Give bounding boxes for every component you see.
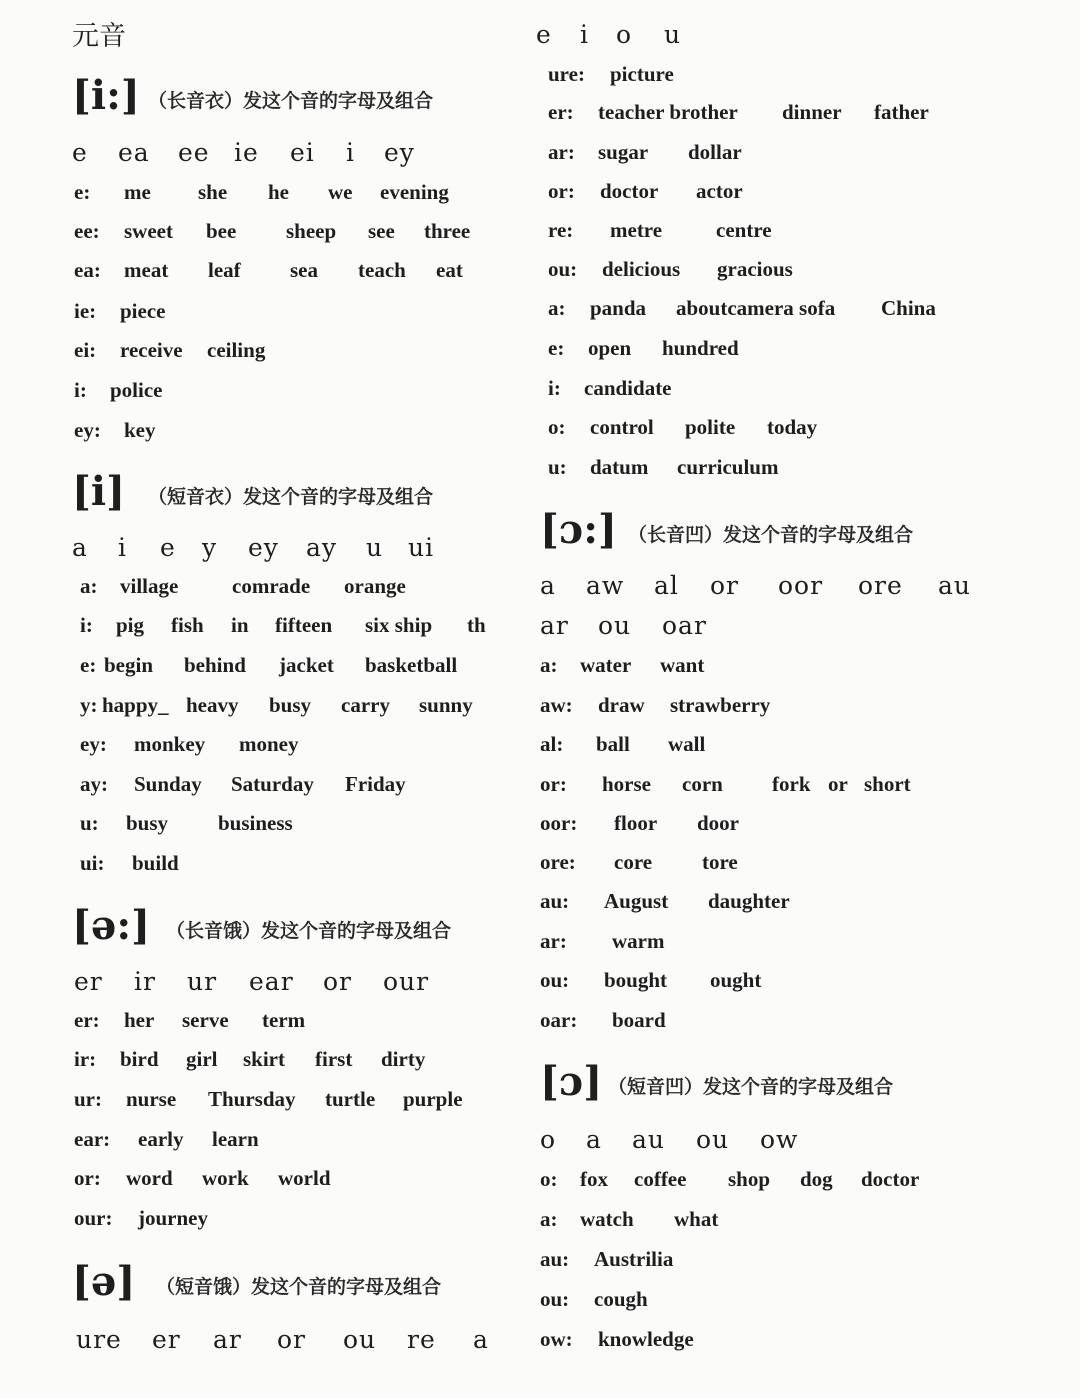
example-word: word (126, 1166, 173, 1190)
example-word: th (467, 613, 486, 637)
example-word: gracious (717, 257, 793, 281)
example-row (80, 653, 457, 678)
example-row (74, 1047, 425, 1072)
example-word: skirt (243, 1047, 285, 1071)
example-row (548, 140, 742, 165)
letter-item: ui (408, 533, 435, 562)
letter-item: e (536, 20, 552, 49)
example-word: Austrilia (594, 1247, 674, 1271)
example-word: behind (184, 653, 246, 677)
example-word: business (218, 811, 293, 835)
example-row (548, 62, 674, 87)
letter-item: ar (213, 1325, 242, 1354)
example-row (74, 219, 470, 244)
letter-item: u (664, 20, 682, 49)
combination-key: au: (540, 1247, 570, 1271)
example-row (74, 418, 156, 443)
example-word: comrade (232, 574, 311, 598)
example-word: panda (590, 296, 647, 320)
example-word: water (580, 653, 632, 677)
combination-key: ar: (548, 140, 575, 164)
letter-item: our (383, 967, 430, 996)
example-word: build (132, 851, 179, 875)
example-word: candidate (584, 376, 672, 400)
example-word: she (198, 180, 228, 204)
example-row (74, 1166, 331, 1191)
example-row (74, 180, 449, 205)
letter-item: oar (662, 611, 707, 640)
example-word: early (138, 1127, 184, 1151)
example-word: metre (610, 218, 663, 242)
letter-item: ur (187, 967, 218, 996)
letter-item: a (586, 1125, 602, 1154)
combination-key: i: (80, 613, 93, 637)
example-word: nurse (126, 1087, 177, 1111)
ipa-symbol: [ə:] (72, 902, 151, 949)
example-word: receive (120, 338, 183, 362)
letter-item: a (473, 1325, 489, 1354)
combination-key: a: (540, 1207, 558, 1231)
example-word: pig (116, 613, 145, 637)
example-word: short (864, 772, 911, 796)
example-row (540, 1008, 666, 1033)
example-word: key (124, 418, 156, 442)
example-row (74, 258, 463, 283)
combination-key: ore: (540, 850, 576, 874)
example-word: jacket (279, 653, 334, 677)
example-word: fork (772, 772, 811, 796)
example-row (74, 1127, 259, 1152)
letter-item: ay (306, 533, 338, 562)
example-word: me (124, 180, 151, 204)
example-word: dollar (688, 140, 742, 164)
example-word: centre (716, 218, 772, 242)
example-row (540, 1167, 919, 1192)
example-row (80, 772, 406, 797)
combination-key: ie: (74, 299, 97, 323)
example-word: learn (212, 1127, 259, 1151)
example-row (540, 968, 761, 993)
letter-item: ir (134, 967, 156, 996)
letter-combinations (540, 611, 707, 640)
example-row (74, 1008, 305, 1033)
combination-key: y: (80, 693, 98, 717)
letter-item: ee (178, 138, 210, 167)
example-word: tore (702, 850, 738, 874)
example-word: begin (104, 653, 154, 677)
ipa-symbol: [i] (72, 468, 126, 515)
letter-combinations (540, 1125, 798, 1154)
example-word: see (368, 219, 395, 243)
example-word: Friday (345, 772, 406, 796)
letter-item: or (710, 571, 740, 600)
combination-key: u: (80, 811, 99, 835)
example-row (74, 1087, 463, 1112)
example-row (540, 1207, 718, 1232)
letter-combinations (540, 571, 971, 600)
letter-item: ar (540, 611, 569, 640)
combination-key: ui: (80, 851, 105, 875)
example-word: teacher brother (598, 100, 738, 124)
section-caption: （长音衣）发这个音的字母及组合 (148, 90, 434, 112)
example-word: doctor (600, 179, 659, 203)
example-word: basketball (365, 653, 458, 677)
example-word: ought (710, 968, 762, 992)
example-row (80, 811, 293, 836)
example-word: floor (614, 811, 658, 835)
example-row (74, 338, 265, 363)
letter-item: o (540, 1125, 557, 1154)
combination-key: ou: (540, 968, 570, 992)
example-word: curriculum (677, 455, 779, 479)
combination-key: a: (540, 653, 558, 677)
letter-combinations (76, 1325, 489, 1354)
section-caption: （短音凹）发这个音的字母及组合 (608, 1076, 894, 1098)
letter-item: y (202, 533, 218, 562)
example-word: coffee (634, 1167, 687, 1191)
section-caption: （长音凹）发这个音的字母及组合 (628, 524, 914, 546)
letter-item: ow (760, 1125, 799, 1154)
example-word: first (315, 1047, 353, 1071)
example-word: Sunday (134, 772, 202, 796)
combination-key: ou: (540, 1287, 570, 1311)
combination-key: ar: (540, 929, 567, 953)
letter-item: au (632, 1125, 666, 1154)
example-word: world (278, 1166, 331, 1190)
example-word: sheep (286, 219, 337, 243)
ipa-symbol: [ɔ:] (540, 506, 617, 553)
example-word: want (660, 653, 705, 677)
combination-key: a: (80, 574, 98, 598)
example-row (548, 455, 778, 480)
letter-item: e (160, 533, 176, 562)
example-word: he (268, 180, 289, 204)
example-word: control (590, 415, 654, 439)
example-word: polite (685, 415, 736, 439)
example-word: picture (610, 62, 674, 86)
combination-key: oar: (540, 1008, 578, 1032)
combination-key: or: (540, 772, 567, 796)
combination-key: al: (540, 732, 564, 756)
example-word: what (674, 1207, 719, 1231)
example-row (540, 732, 705, 757)
combination-key: or: (548, 179, 575, 203)
combination-key: ur: (74, 1087, 102, 1111)
combination-key: ee: (74, 219, 100, 243)
example-word: hundred (662, 336, 739, 360)
example-word: bought (604, 968, 668, 992)
example-row (540, 772, 911, 797)
combination-key: e: (80, 653, 97, 677)
letter-item: ey (248, 533, 279, 562)
combination-key: ea: (74, 258, 101, 282)
example-word: father (874, 100, 929, 124)
example-word: police (110, 378, 163, 402)
letter-combinations (72, 533, 434, 562)
example-word: watch (580, 1207, 634, 1231)
example-word: busy (126, 811, 169, 835)
example-word: board (612, 1008, 666, 1032)
example-row (74, 299, 165, 324)
example-word: shop (728, 1167, 771, 1191)
letter-item: al (654, 571, 679, 600)
example-word: ball (596, 732, 630, 756)
combination-key: our: (74, 1206, 113, 1230)
example-row (548, 415, 817, 440)
combination-key: ure: (548, 62, 585, 86)
example-word: door (697, 811, 739, 835)
example-word: money (239, 732, 299, 756)
example-row (540, 811, 739, 836)
example-word: evening (380, 180, 449, 204)
example-word: leaf (208, 258, 241, 282)
example-word: piece (120, 299, 166, 323)
example-word: fish (171, 613, 204, 637)
letter-item: oor (778, 571, 824, 600)
combination-key: o: (540, 1167, 558, 1191)
letter-item: a (540, 571, 556, 600)
letter-combinations (74, 967, 429, 996)
example-word: we (328, 180, 353, 204)
example-word: core (614, 850, 653, 874)
example-word: dinner (782, 100, 842, 124)
combination-key: i: (548, 376, 561, 400)
combination-key: ei: (74, 338, 97, 362)
example-word: purple (403, 1087, 463, 1111)
combination-key: e: (74, 180, 91, 204)
letter-item: or (323, 967, 353, 996)
example-word: fox (580, 1167, 608, 1191)
ipa-symbol: [i:] (72, 72, 140, 119)
combination-key: ey: (74, 418, 101, 442)
example-word: today (767, 415, 818, 439)
combination-key: aw: (540, 693, 573, 717)
example-row (548, 336, 739, 361)
example-word: sea (290, 258, 318, 282)
example-word: work (202, 1166, 249, 1190)
combination-key: ear: (74, 1127, 111, 1151)
example-word: actor (696, 179, 743, 203)
example-word: six ship (365, 613, 433, 637)
example-word: teach (358, 258, 406, 282)
combination-key: ir: (74, 1047, 97, 1071)
letter-combinations (72, 138, 415, 167)
combination-key: i: (74, 378, 87, 402)
example-word: girl (186, 1047, 218, 1071)
letter-item: au (938, 571, 972, 600)
example-word: open (588, 336, 632, 360)
letter-item: er (74, 967, 103, 996)
letter-item: ou (696, 1125, 730, 1154)
example-row (74, 378, 163, 403)
letter-item: ou (598, 611, 632, 640)
combination-key: ey: (80, 732, 107, 756)
example-word: knowledge (598, 1327, 694, 1351)
combination-key: ow: (540, 1327, 573, 1351)
section-caption: （短音衣）发这个音的字母及组合 (148, 486, 434, 508)
letter-item: i (118, 533, 127, 562)
example-word: journey (138, 1206, 208, 1230)
example-word: busy (269, 693, 312, 717)
example-word: sweet (124, 219, 173, 243)
letter-item: a (72, 533, 88, 562)
example-row (540, 693, 770, 718)
example-word: sugar (598, 140, 649, 164)
example-word: delicious (602, 257, 681, 281)
example-word: fifteen (275, 613, 333, 637)
ipa-symbol: [ɔ] (540, 1058, 603, 1105)
example-row (548, 257, 793, 282)
letter-item: ei (290, 138, 315, 167)
example-word: wall (668, 732, 706, 756)
ipa-symbol: [ə] (72, 1258, 136, 1305)
example-row (548, 100, 929, 125)
letter-item: u (366, 533, 384, 562)
example-row (80, 851, 179, 876)
example-word: or (828, 772, 848, 796)
example-row (80, 613, 486, 638)
page-title: 元音 (72, 21, 126, 52)
example-word: happy_ (102, 693, 169, 717)
letter-item: ie (234, 138, 259, 167)
example-word: in (231, 613, 249, 637)
letter-item: i (346, 138, 355, 167)
example-word: daughter (708, 889, 790, 913)
example-word: dog (800, 1167, 833, 1191)
example-word: horse (602, 772, 651, 796)
example-word: bee (206, 219, 237, 243)
example-word: turtle (325, 1087, 376, 1111)
example-row (540, 1287, 648, 1312)
example-word: sunny (419, 693, 473, 717)
example-word: Saturday (231, 772, 314, 796)
example-word: serve (182, 1008, 229, 1032)
combination-key: ay: (80, 772, 108, 796)
example-word: meat (124, 258, 169, 282)
combination-key: er: (548, 100, 574, 124)
example-word: bird (120, 1047, 159, 1071)
letter-item: or (277, 1325, 307, 1354)
example-word: corn (682, 772, 723, 796)
example-word: aboutcamera sofa (676, 296, 836, 320)
letter-item: ea (118, 138, 150, 167)
letter-combinations (536, 20, 681, 49)
combination-key: o: (548, 415, 566, 439)
example-word: cough (594, 1287, 648, 1311)
example-row (548, 296, 936, 321)
example-word: three (424, 219, 471, 243)
combination-key: u: (548, 455, 567, 479)
combination-key: ou: (548, 257, 578, 281)
letter-item: re (407, 1325, 436, 1354)
letter-item: ou (343, 1325, 377, 1354)
example-word: term (262, 1008, 306, 1032)
combination-key: a: (548, 296, 566, 320)
example-word: warm (612, 929, 665, 953)
combination-key: or: (74, 1166, 101, 1190)
section-caption: （短音饿）发这个音的字母及组合 (156, 1276, 442, 1298)
example-word: eat (436, 258, 463, 282)
example-word: her (124, 1008, 155, 1032)
example-word: heavy (186, 693, 239, 717)
section-caption: （长音饿）发这个音的字母及组合 (166, 920, 452, 942)
example-word: monkey (134, 732, 206, 756)
letter-item: er (152, 1325, 181, 1354)
letter-item: i (580, 20, 589, 49)
example-word: carry (341, 693, 390, 717)
example-word: Thursday (208, 1087, 296, 1111)
example-word: August (604, 889, 669, 913)
example-word: strawberry (670, 693, 771, 717)
combination-key: au: (540, 889, 570, 913)
example-row (74, 1206, 208, 1231)
letter-item: ure (76, 1325, 122, 1354)
example-row (548, 179, 743, 204)
example-word: China (881, 296, 936, 320)
example-word: village (120, 574, 179, 598)
example-word: dirty (381, 1047, 426, 1071)
example-row (80, 732, 299, 757)
letter-item: ore (858, 571, 903, 600)
combination-key: e: (548, 336, 565, 360)
example-row (540, 1327, 694, 1352)
example-word: datum (590, 455, 649, 479)
letter-item: ey (384, 138, 415, 167)
example-word: draw (598, 693, 645, 717)
combination-key: er: (74, 1008, 100, 1032)
letter-item: e (72, 138, 88, 167)
example-row (540, 850, 738, 875)
example-row (80, 693, 473, 718)
combination-key: re: (548, 218, 574, 242)
combination-key: oor: (540, 811, 578, 835)
example-row (540, 1247, 673, 1272)
letter-item: ear (249, 967, 294, 996)
example-row (540, 929, 664, 954)
letter-item: o (616, 20, 633, 49)
example-row (80, 574, 406, 599)
letter-item: aw (586, 571, 625, 600)
example-row (548, 218, 772, 243)
example-row (540, 653, 704, 678)
example-row (540, 889, 790, 914)
example-word: ceiling (207, 338, 266, 362)
example-word: doctor (861, 1167, 920, 1191)
example-word: orange (344, 574, 406, 598)
example-row (548, 376, 672, 401)
